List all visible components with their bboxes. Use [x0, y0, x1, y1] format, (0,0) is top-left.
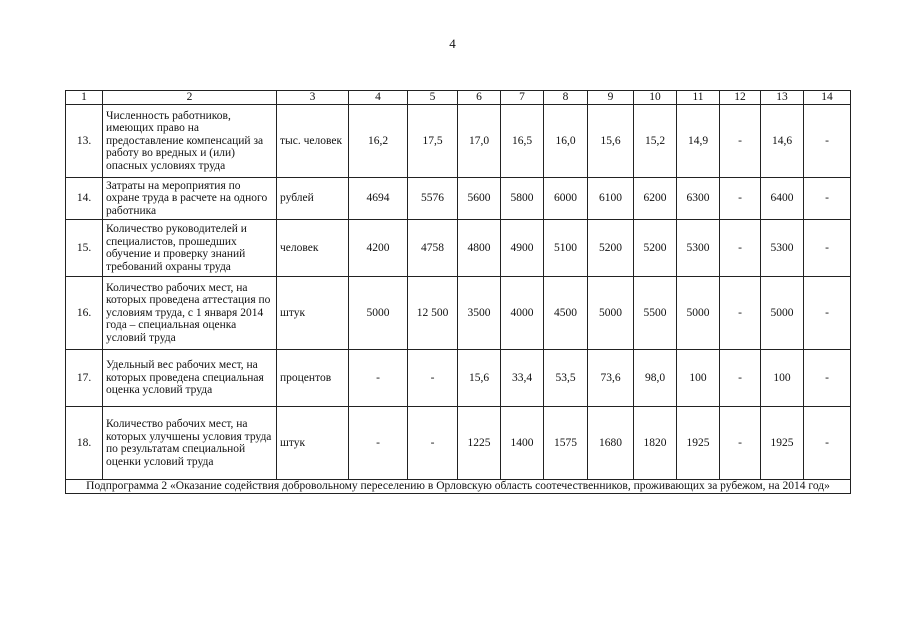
value-cell: 4800	[458, 220, 501, 277]
value-cell: 100	[677, 350, 720, 407]
column-number-header: 10	[634, 91, 677, 105]
value-cell: 15,2	[634, 105, 677, 178]
value-cell: 4500	[544, 277, 588, 350]
row-number: 16.	[66, 277, 103, 350]
column-number-header: 13	[761, 91, 804, 105]
column-number-header: 4	[349, 91, 408, 105]
value-cell: 1820	[634, 407, 677, 480]
value-cell: 5100	[544, 220, 588, 277]
value-cell: 15,6	[588, 105, 634, 178]
value-cell: -	[804, 350, 851, 407]
value-cell: -	[720, 277, 761, 350]
value-cell: 5200	[634, 220, 677, 277]
value-cell: 1925	[677, 407, 720, 480]
indicator-name: Количество рабочих мест, на которых улучшены условия труда по результатам специальной оценки условий труда	[103, 407, 277, 480]
value-cell: 4200	[349, 220, 408, 277]
value-cell: 12 500	[408, 277, 458, 350]
unit-of-measure: тыс. человек	[277, 105, 349, 178]
column-number-header: 8	[544, 91, 588, 105]
value-cell: 73,6	[588, 350, 634, 407]
value-cell: 1225	[458, 407, 501, 480]
table-row	[66, 277, 851, 350]
value-cell: 3500	[458, 277, 501, 350]
table-row	[66, 407, 851, 480]
value-cell: 17,5	[408, 105, 458, 178]
column-number-header: 1	[66, 91, 103, 105]
value-cell: -	[720, 178, 761, 220]
value-cell: 4000	[501, 277, 544, 350]
value-cell: 100	[761, 350, 804, 407]
value-cell: 5500	[634, 277, 677, 350]
value-cell: 6200	[634, 178, 677, 220]
column-number-header: 3	[277, 91, 349, 105]
indicator-name: Количество руководителей и специалистов, прошедших обучение и проверку знаний требований охраны труда	[103, 220, 277, 277]
value-cell: 1400	[501, 407, 544, 480]
value-cell: 5200	[588, 220, 634, 277]
value-cell: 53,5	[544, 350, 588, 407]
value-cell: 1680	[588, 407, 634, 480]
value-cell: 16,0	[544, 105, 588, 178]
value-cell: 4758	[408, 220, 458, 277]
value-cell: 6100	[588, 178, 634, 220]
row-number: 13.	[66, 105, 103, 178]
value-cell: 14,6	[761, 105, 804, 178]
table-row	[66, 220, 851, 277]
value-cell: 1925	[761, 407, 804, 480]
unit-of-measure: штук	[277, 407, 349, 480]
value-cell: 5576	[408, 178, 458, 220]
value-cell: 4694	[349, 178, 408, 220]
table-row	[66, 350, 851, 407]
value-cell: 14,9	[677, 105, 720, 178]
value-cell: 5000	[349, 277, 408, 350]
column-number-header: 12	[720, 91, 761, 105]
value-cell: 5000	[677, 277, 720, 350]
subprogram-row	[66, 480, 851, 494]
value-cell: 16,2	[349, 105, 408, 178]
value-cell: -	[720, 350, 761, 407]
indicator-name: Количество рабочих мест, на которых проведена аттестация по условиям труда, с 1 января 2014 года – специальная оценка условий труда	[103, 277, 277, 350]
column-number-header: 7	[501, 91, 544, 105]
value-cell: 98,0	[634, 350, 677, 407]
unit-of-measure: штук	[277, 277, 349, 350]
table-row	[66, 105, 851, 178]
value-cell: -	[804, 178, 851, 220]
column-number-header: 6	[458, 91, 501, 105]
table-row	[66, 178, 851, 220]
column-number-header: 5	[408, 91, 458, 105]
value-cell: -	[349, 407, 408, 480]
value-cell: -	[720, 220, 761, 277]
value-cell: 16,5	[501, 105, 544, 178]
value-cell: 6000	[544, 178, 588, 220]
value-cell: 5000	[588, 277, 634, 350]
value-cell: -	[804, 220, 851, 277]
value-cell: 5800	[501, 178, 544, 220]
indicators-table	[65, 90, 851, 494]
value-cell: 4900	[501, 220, 544, 277]
value-cell: -	[804, 105, 851, 178]
value-cell: 6400	[761, 178, 804, 220]
value-cell: 5300	[761, 220, 804, 277]
value-cell: 1575	[544, 407, 588, 480]
unit-of-measure: рублей	[277, 178, 349, 220]
indicator-name: Численность работников, имеющих право на предоставление компенсаций за работу во вредных и (или) опасных условиях труда	[103, 105, 277, 178]
value-cell: -	[804, 277, 851, 350]
column-number-header: 2	[103, 91, 277, 105]
row-number: 14.	[66, 178, 103, 220]
value-cell: 15,6	[458, 350, 501, 407]
value-cell: -	[349, 350, 408, 407]
column-number-header: 9	[588, 91, 634, 105]
value-cell: -	[408, 407, 458, 480]
subprogram-title: Подпрограмма 2 «Оказание содействия добровольному переселению в Орловскую область соотечественников, проживающих за рубежом, на 2014 год»	[66, 480, 851, 494]
value-cell: 5000	[761, 277, 804, 350]
unit-of-measure: человек	[277, 220, 349, 277]
value-cell: 17,0	[458, 105, 501, 178]
row-number: 17.	[66, 350, 103, 407]
header-row	[66, 91, 851, 105]
value-cell: 5600	[458, 178, 501, 220]
value-cell: 33,4	[501, 350, 544, 407]
value-cell: 6300	[677, 178, 720, 220]
value-cell: -	[720, 407, 761, 480]
row-number: 15.	[66, 220, 103, 277]
column-number-header: 11	[677, 91, 720, 105]
value-cell: 5300	[677, 220, 720, 277]
page-number: 4	[449, 36, 456, 51]
column-number-header: 14	[804, 91, 851, 105]
unit-of-measure: процентов	[277, 350, 349, 407]
value-cell: -	[408, 350, 458, 407]
indicator-name: Затраты на мероприятия по охране труда в расчете на одного работника	[103, 178, 277, 220]
value-cell: -	[720, 105, 761, 178]
indicator-name: Удельный вес рабочих мест, на которых проведена специальная оценка условий труда	[103, 350, 277, 407]
row-number: 18.	[66, 407, 103, 480]
value-cell: -	[804, 407, 851, 480]
